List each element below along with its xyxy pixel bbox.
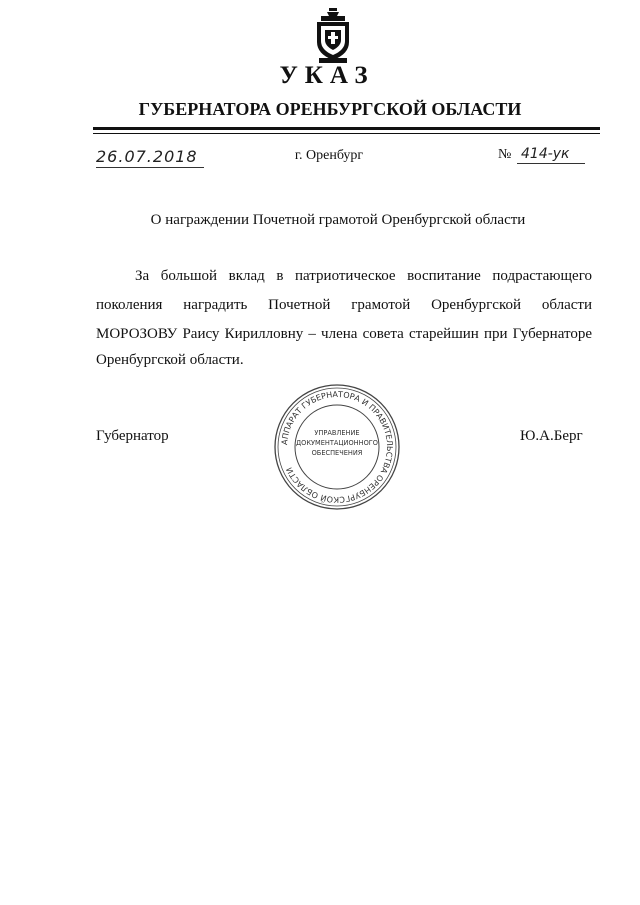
issuer-heading: ГУБЕРНАТОРА ОРЕНБУРГСКОЙ ОБЛАСТИ — [138, 99, 522, 119]
signatory-title: Губернатор — [96, 428, 169, 444]
header-divider-thin — [93, 133, 600, 134]
coat-of-arms-emblem — [315, 8, 351, 64]
document-subject: О награждении Почетной грамотой Оренбургской области — [150, 212, 526, 228]
body-text-line: Оренбургской области. — [96, 352, 244, 368]
number-sign: № — [498, 147, 512, 162]
document-city: г. Оренбург — [294, 148, 364, 163]
seal-center-line: ДОКУМЕНТАЦИОННОГО — [296, 439, 378, 447]
signatory-name: Ю.А.Берг — [520, 428, 583, 444]
body-text-line: За большой вклад в патриотическое воспитание подрастающего — [135, 268, 592, 284]
seal-center-line: ОБЕСПЕЧЕНИЯ — [311, 449, 363, 457]
document-date: 26.07.2018 — [96, 147, 204, 168]
body-text-line: поколения наградить Почетной грамотой Оренбургской области — [96, 297, 592, 313]
document-number: 414-ук — [517, 145, 585, 164]
body-text-line: МОРОЗОВУ Раису Кирилловну – члена совета старейшин при Губернаторе — [96, 326, 592, 342]
seal-ring-text: АППАРАТ ГУБЕРНАТОРА И ПРАВИТЕЛЬСТВА ОРЕНБУРГСКОЙ ОБЛАСТИ — [279, 389, 395, 505]
header-divider-thick — [93, 127, 600, 130]
document-type-heading: УКАЗ — [279, 62, 375, 89]
seal-center-line: УПРАВЛЕНИЕ — [314, 429, 360, 437]
official-seal-stamp — [273, 383, 401, 511]
